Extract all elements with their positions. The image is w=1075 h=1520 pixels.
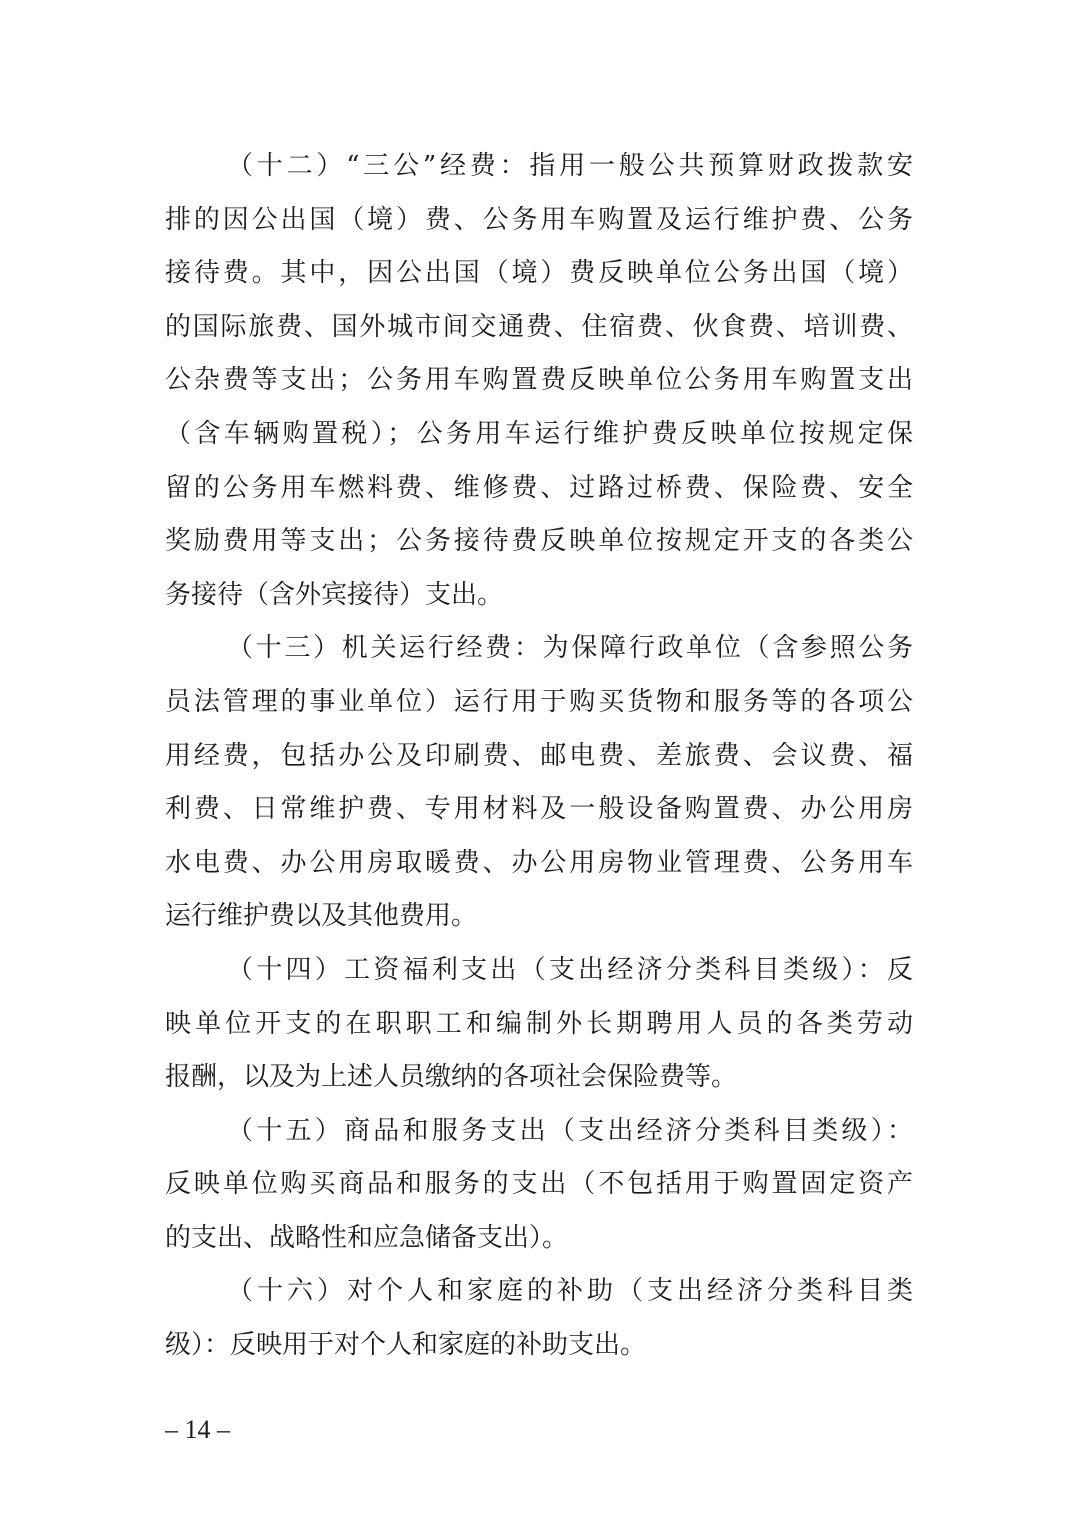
text-line: 水电费、办公用房取暖费、办公用房物业管理费、公务用车 [165,847,913,878]
text-line: 级）：反映用于对个人和家庭的补助支出。 [165,1330,647,1361]
text-line: （含车辆购置税）；公务用车运行维护费反映单位按规定保 [165,418,913,449]
text-line: 员法管理的事业单位）运行用于购买货物和服务等的各项公 [165,686,913,717]
text-line: 报酬，以及为上述人员缴纳的各项社会保险费等。 [165,1062,738,1093]
text-line: 的国际旅费、国外城市间交通费、住宿费、伙食费、培训费、 [165,311,913,342]
text-line: （十二）“三公”经费：指用一般公共预算财政拨款安 [227,151,913,181]
text-line: 接待费。其中，因公出国（境）费反映单位公务出国（境） [165,258,913,289]
text-line: （十六）对个人和家庭的补助（支出经济分类科目类 [227,1276,913,1307]
text-line: 的支出、战略性和应急储备支出）。 [165,1222,569,1253]
text-line: 公杂费等支出；公务用车购置费反映单位公务用车购置支出 [165,365,913,396]
text-line: （十五）商品和服务支出（支出经济分类科目类级）： [227,1115,913,1146]
text-line: 奖励费用等支出；公务接待费反映单位按规定开支的各类公 [165,526,913,557]
text-line: 用经费，包括办公及印刷费、邮电费、差旅费、会议费、福 [165,740,913,771]
paragraph-14 [165,944,913,1105]
text-line: （十三）机关运行经费：为保障行政单位（含参照公务 [227,633,913,664]
text-line: 运行维护费以及其他费用。 [165,901,478,932]
text-line: 利费、日常维护费、专用材料及一般设备购置费、办公用房 [165,794,913,825]
text-line: 留的公务用车燃料费、维修费、过路过桥费、保险费、安全 [165,472,913,503]
paragraph-15 [165,1105,913,1266]
text-line: 反映单位购买商品和服务的支出（不包括用于购置固定资产 [165,1169,913,1200]
page-number: – 14 – [165,1415,230,1444]
paragraph-12 [165,140,913,622]
body-text [165,140,913,1373]
text-line: 映单位开支的在职职工和编制外长期聘用人员的各类劳动 [165,1008,913,1039]
text-line: 务接待（含外宾接待）支出。 [165,579,504,610]
paragraph-16 [165,1265,913,1372]
paragraph-13 [165,622,913,944]
text-line: （十四）工资福利支出（支出经济分类科目类级）：反 [227,954,913,985]
text-line: 排的因公出国（境）费、公务用车购置及运行维护费、公务 [165,204,913,235]
